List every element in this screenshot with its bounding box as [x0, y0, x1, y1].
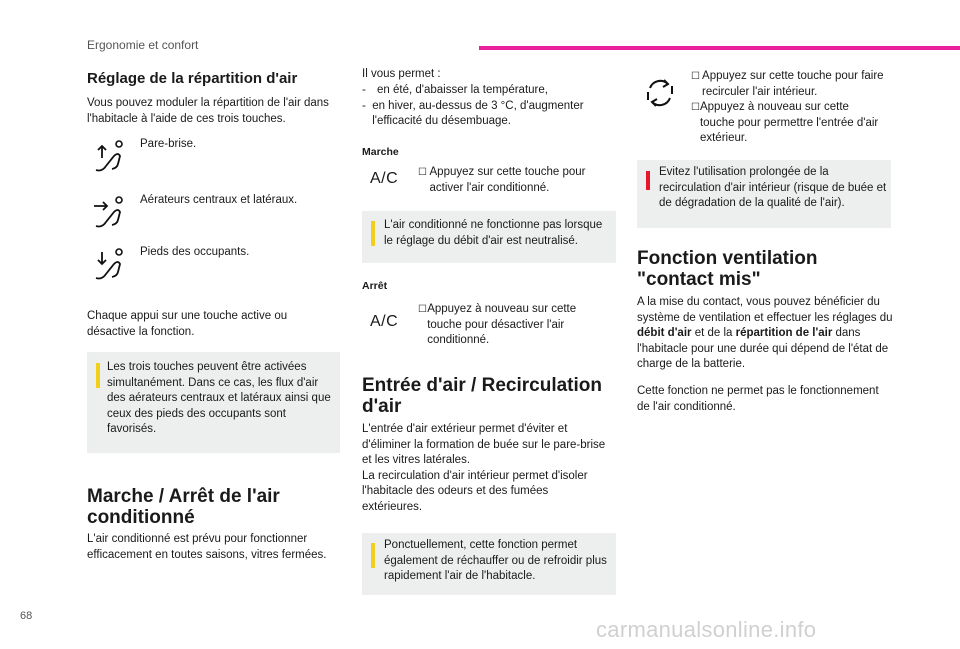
info-note — [362, 211, 616, 263]
arret-step: ☐ Appuyez à nouveau sur cette touche pour désactiver l'air conditionné. — [418, 302, 608, 349]
footwell-airflow-icon — [92, 246, 128, 282]
info-marker — [371, 221, 375, 246]
ac-button: A/C — [370, 170, 399, 187]
info-note-text: L'air conditionné ne fonctionne pas lorsque le réglage du débit d'air est neutralisé. — [384, 219, 603, 247]
info-note — [87, 352, 340, 453]
toggle-text: Chaque appui sur une touche active ou désactive la fonction. — [87, 310, 288, 338]
ac-title: Marche / Arrêt de l'air conditionné — [87, 486, 280, 528]
air-distribution-intro: Vous pouvez moduler la répartition de l'air dans l'habitacle à l'aide de ces trois touches. — [87, 97, 329, 125]
list-item: - en été, d'abaisser la température, — [362, 84, 548, 96]
section-header: Ergonomie et confort — [87, 38, 199, 52]
warning-note — [637, 160, 891, 228]
step-marker-icon: ☐ — [691, 102, 700, 113]
step-marker-icon: ☐ — [418, 304, 427, 315]
recirculation-icon — [643, 76, 677, 110]
face-vents-airflow-icon — [92, 194, 128, 230]
list-item — [92, 246, 128, 282]
recirculation-text: L'entrée d'air extérieur permet d'éviter et d'éliminer la formation de buée sur le pare-brise et les vitres latérales. La recirculation d'air intérieur permet d'isoler l'habitacle des odeurs et des fumées extérieures. — [362, 423, 606, 513]
marche-label: Marche — [362, 146, 399, 158]
ventilation-title: Fonction ventilation "contact mis" — [637, 248, 818, 290]
recirculation-title: Entrée d'air / Recirculation d'air — [362, 375, 602, 417]
permits-intro: Il vous permet : — [362, 68, 441, 80]
header-accent-bar — [479, 46, 960, 50]
ventilation-text-2: Cette fonction ne permet pas le fonctionnement de l'air conditionné. — [637, 385, 879, 413]
recirculation-step: ☐ Appuyez sur cette touche pour faire recirculer l'air intérieur. — [691, 69, 886, 100]
list-item — [92, 138, 128, 174]
arret-label: Arrêt — [362, 280, 388, 292]
list-item: - en hiver, au-dessus de 3 °C, d'augmenter l'efficacité du désembuage. — [362, 99, 584, 127]
watermark: carmanualsonline.info — [596, 617, 817, 642]
info-note-text: Les trois touches peuvent être activées simultanément. Dans ce cas, les flux d'air des aérateurs centraux et latéraux ainsi que ceux des pieds des occupants sont favorisés. — [107, 361, 331, 435]
footwell-label: Pieds des occupants. — [140, 246, 250, 258]
info-marker — [371, 543, 375, 568]
air-distribution-title: Réglage de la répartition d'air — [87, 70, 298, 87]
warning-note-text: Evitez l'utilisation prolongée de la recirculation d'air intérieur (risque de buée et de dégradation de la qualité de l'air). — [659, 166, 887, 209]
windscreen-airflow-icon — [92, 138, 128, 174]
step-marker-icon: ☐ — [691, 71, 700, 82]
list-item — [92, 194, 128, 230]
info-note-text: Ponctuellement, cette fonction permet également de réchauffer ou de refroidir plus rapidement l'air de l'habitacle. — [384, 539, 607, 582]
page-number: 68 — [20, 610, 33, 622]
bullet-list — [362, 83, 612, 130]
info-note — [362, 533, 616, 595]
face-vents-label: Aérateurs centraux et latéraux. — [140, 194, 298, 206]
ac-text: L'air conditionné est prévu pour fonctionner efficacement en toutes saisons, vitres fermées. — [87, 533, 327, 561]
windscreen-label: Pare-brise. — [140, 138, 197, 150]
marche-step: ☐ Appuyez sur cette touche pour activer l'air conditionné. — [418, 165, 608, 196]
outside-air-step: ☐ Appuyez à nouveau sur cette touche pour permettre l'entrée d'air extérieur. — [691, 100, 886, 147]
step-marker-icon: ☐ — [418, 167, 427, 178]
ventilation-text: A la mise du contact, vous pouvez bénéficier du système de ventilation et effectuer les réglages du débit d'air et de la répartition de l'air dans l'habitacle pour une durée qui dépend de l'état de charge de la batterie. — [637, 296, 893, 370]
ac-button: A/C — [370, 313, 399, 330]
info-marker — [96, 363, 100, 388]
warning-marker — [646, 171, 650, 190]
